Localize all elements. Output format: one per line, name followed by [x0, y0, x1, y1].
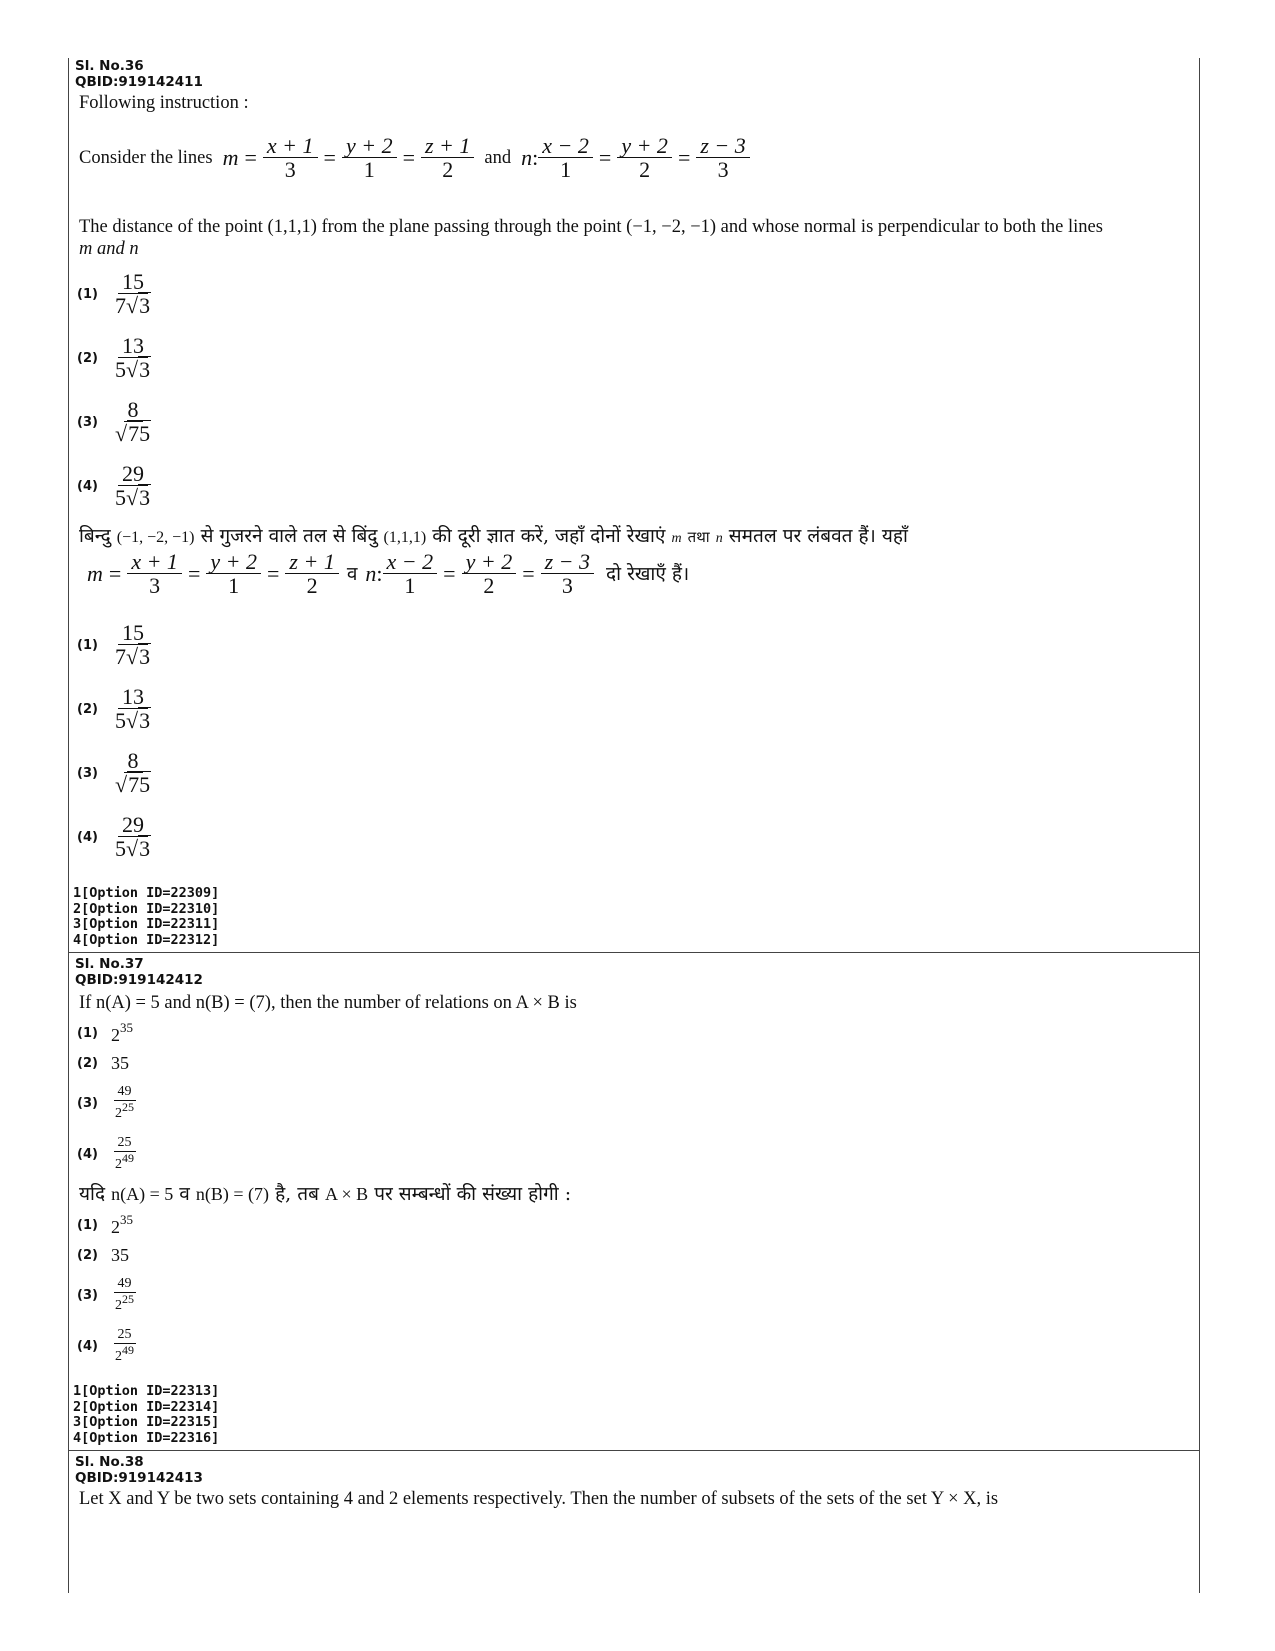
- question-divider: [69, 952, 1199, 953]
- q36-hindi-equation: m = $\frac{x + 1}{3}$ = $\frac{y + 2}{1}$ = $\frac{z + 1}{2}$ व n : $\frac{x - 2}{1}$ = $\frac{y + 2}{2}$ = $\frac{z - 3}{3}$ दो रेखाएँ हैं।: [87, 549, 690, 599]
- q37-option-ids: [71, 1384, 219, 1446]
- option-id: 3[Option ID=22315]: [73, 1414, 220, 1430]
- option-4[interactable]: (4) $\frac{25}{249}$: [77, 1326, 134, 1364]
- question-sheet: [68, 58, 1200, 1593]
- option-4[interactable]: (4) $\frac{25}{249}$: [77, 1134, 134, 1172]
- fraction: $\frac{x + 1}{3}$: [263, 134, 318, 182]
- option-3[interactable]: (3) $\frac{49}{225}$: [77, 1083, 134, 1121]
- qbid: QBID:919142412: [75, 972, 203, 988]
- fraction: $\frac{x - 2}{1}$: [538, 134, 593, 182]
- q36-header: [69, 58, 203, 90]
- q36-option-ids: [71, 886, 219, 948]
- qbid: QBID:919142413: [75, 1470, 203, 1486]
- option-id: 1[Option ID=22313]: [73, 1383, 220, 1399]
- q38-header: [69, 1454, 203, 1486]
- fraction: $\frac{z + 1}{2}$: [421, 134, 474, 182]
- option-1[interactable]: (1) $2^{35}$: [77, 1020, 133, 1045]
- option-1[interactable]: (1) $\frac{15}{7√3}$: [77, 268, 151, 318]
- q37-header: [69, 956, 203, 988]
- option-id: 2[Option ID=22310]: [73, 900, 220, 917]
- q36-options-hi: [77, 613, 155, 869]
- option-2[interactable]: (2) $\frac{13}{5√3}$: [77, 332, 151, 382]
- option-2[interactable]: (2) 35: [77, 1052, 129, 1073]
- option-id: 4[Option ID=22312]: [73, 931, 220, 948]
- option-id: 1[Option ID=22309]: [73, 885, 220, 901]
- option-1[interactable]: (1) $2^{35}$: [77, 1212, 133, 1237]
- q37-options-hi: [77, 1210, 138, 1372]
- option-3[interactable]: (3) $\frac{8}{√75}$: [77, 747, 151, 797]
- q36-question-text: The distance of the point (1,1,1) from the plane passing through the point (−1, −2, −1) and whose normal is perpendicular to both the lines m and n: [79, 217, 1103, 259]
- fraction: $\frac{y + 2}{2}$: [617, 134, 672, 182]
- option-4[interactable]: (4) $\frac{29}{5√3}$: [77, 460, 151, 510]
- fraction: $\frac{y + 2}{1}$: [342, 134, 397, 182]
- option-2[interactable]: (2) $\frac{13}{5√3}$: [77, 683, 151, 733]
- option-2[interactable]: (2) 35: [77, 1244, 129, 1265]
- qbid: QBID:919142411: [75, 74, 203, 90]
- option-4[interactable]: (4) $\frac{29}{5√3}$: [77, 811, 151, 861]
- fraction: $\frac{z - 3}{3}$: [696, 134, 749, 182]
- consider-text: Consider the lines: [79, 148, 213, 169]
- serial-number: Sl. No.38: [75, 1454, 144, 1470]
- option-3[interactable]: (3) $\frac{8}{√75}$: [77, 396, 151, 446]
- q37-hindi-text: यदि n(A) = 5 व n(B) = (7) है, तब A × B पर सम्बन्धों की संख्या होगी :: [79, 1183, 572, 1205]
- instruction-text: Following instruction :: [79, 93, 249, 113]
- option-id: 2[Option ID=22314]: [73, 1398, 220, 1415]
- option-3[interactable]: (3) $\frac{49}{225}$: [77, 1275, 134, 1313]
- option-id: 3[Option ID=22311]: [73, 916, 220, 932]
- option-1[interactable]: (1) $\frac{15}{7√3}$: [77, 619, 151, 669]
- serial-number: Sl. No.36: [75, 58, 144, 74]
- question-divider: [69, 1450, 1199, 1451]
- q36-hindi-text: बिन्दु (−1, −2, −1) से गुजरने वाले तल से बिंदु (1,1,1) की दूरी ज्ञात करें, जहाँ दोनों रेखाएं m तथा n समतल पर लंबवत हैं। यहाँ: [79, 525, 908, 547]
- serial-number: Sl. No.37: [75, 956, 144, 972]
- q37-options-en: [77, 1018, 138, 1180]
- option-id: 4[Option ID=22316]: [73, 1429, 220, 1446]
- q37-question-text: If n(A) = 5 and n(B) = (7), then the number of relations on A × B is: [79, 993, 577, 1013]
- q36-options-en: [77, 262, 155, 518]
- q38-question-text: Let X and Y be two sets containing 4 and 2 elements respectively. Then the number of subsets of the sets of the set Y × X, is: [79, 1489, 999, 1509]
- q36-lines-equation: Consider the lines m = $\frac{x + 1}{3}$ = $\frac{y + 2}{1}$ = $\frac{z + 1}{2}$ and n : $\frac{x - 2}{1}$ = $\frac{y + 2}{2}$ = $\frac{z - 3}{3}$: [79, 134, 750, 182]
